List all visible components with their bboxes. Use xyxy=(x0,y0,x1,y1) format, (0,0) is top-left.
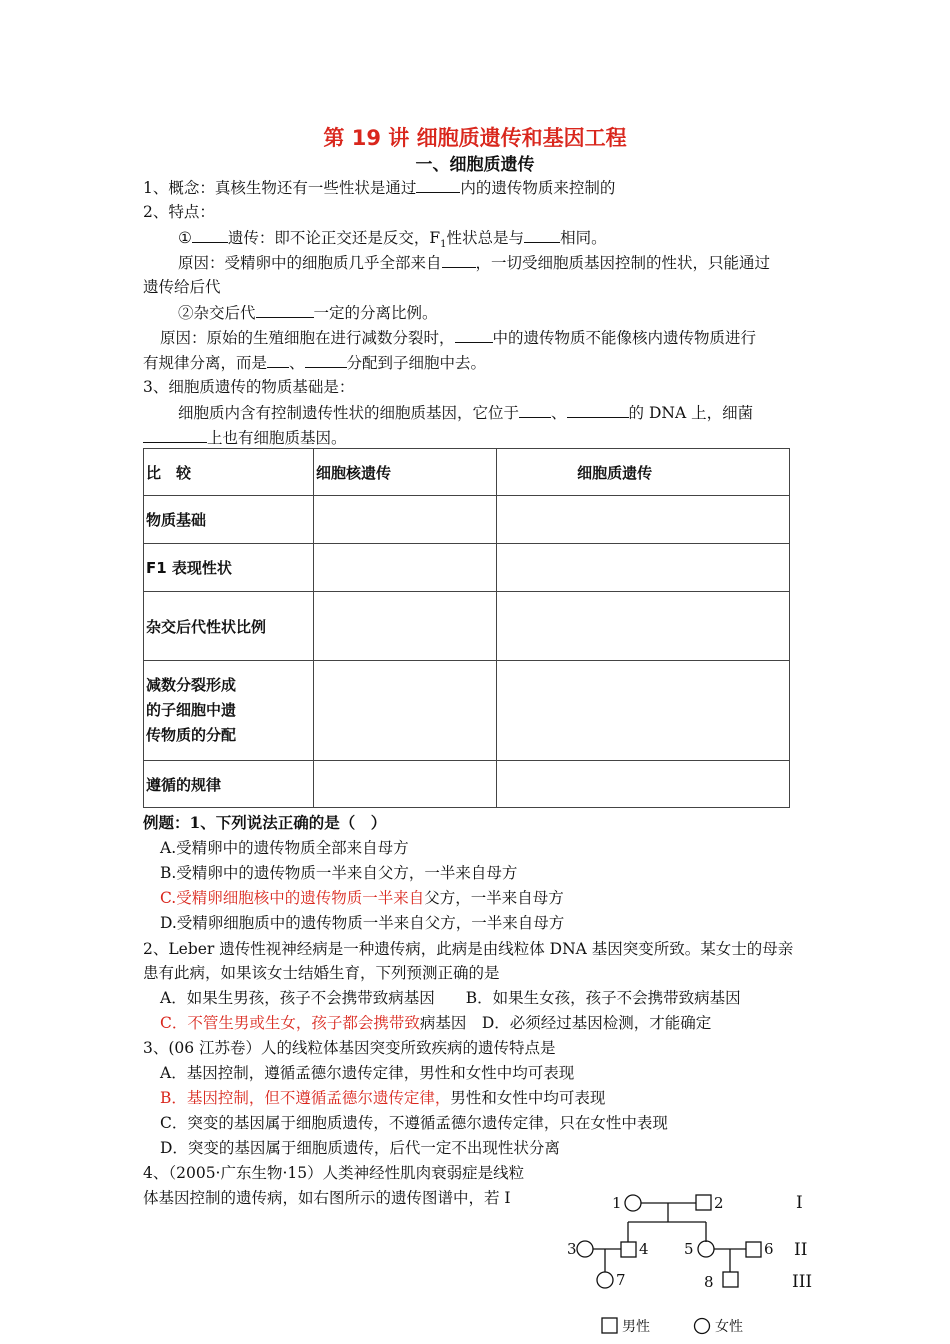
female-symbol xyxy=(698,1241,714,1257)
legend-male: 男性 xyxy=(622,1319,650,1335)
row-label: 物质基础 xyxy=(144,496,314,544)
table-cell[interactable] xyxy=(313,761,496,808)
legend-female-symbol xyxy=(695,1319,710,1334)
table-cell[interactable] xyxy=(497,592,790,661)
male-symbol xyxy=(696,1195,711,1210)
question-4-line1: 4、（2005·广东生物·15）人类神经性肌肉衰弱症是线粒 xyxy=(143,1164,525,1182)
header-compare: 比 较 xyxy=(144,449,314,496)
reason-1-cont: 遗传给后代 xyxy=(143,278,221,296)
question-3: 3、(06 江苏卷）人的线粒体基因突变所致疾病的遗传特点是 xyxy=(143,1039,556,1057)
comparison-table xyxy=(143,448,790,808)
fill-blank[interactable] xyxy=(416,176,460,193)
pedigree-chart xyxy=(560,1180,820,1340)
q1-option-c: C.受精卵细胞核中的遗传物质一半来自父方，一半来自母方 xyxy=(160,889,564,907)
basis-cont: 上也有细胞质基因。 xyxy=(143,426,347,449)
q3-option-b: B．基因控制，但不遵循孟德尔遗传定律，男性和女性中均可表现 xyxy=(160,1089,606,1107)
row-label: 遵循的规律 xyxy=(144,761,314,808)
individual-number: 1 xyxy=(612,1194,622,1212)
fill-blank[interactable] xyxy=(519,401,551,418)
individual-number: 3 xyxy=(567,1240,577,1258)
table-cell[interactable] xyxy=(313,661,496,761)
table-cell[interactable] xyxy=(497,761,790,808)
generation-label: III xyxy=(792,1272,813,1292)
reason-1-line: 原因：受精卵中的细胞质几乎全部来自 ，一切受细胞质基因控制的性状，只能通过 xyxy=(178,251,770,274)
individual-number: 6 xyxy=(764,1240,774,1258)
fill-blank[interactable] xyxy=(267,351,289,368)
table-cell[interactable] xyxy=(313,544,496,592)
table-cell[interactable] xyxy=(313,496,496,544)
table-row xyxy=(144,544,790,592)
individual-number: 2 xyxy=(714,1194,724,1212)
q1-option-a: A.受精卵中的遗传物质全部来自母方 xyxy=(160,839,409,857)
q2-options-ab: A．如果生男孩，孩子不会携带致病基因 B．如果生女孩，孩子不会携带致病基因 xyxy=(160,989,741,1007)
table-row xyxy=(144,496,790,544)
table-row xyxy=(144,761,790,808)
table-cell[interactable] xyxy=(313,592,496,661)
female-symbol xyxy=(597,1272,613,1288)
male-symbol xyxy=(621,1242,636,1257)
question-1: 例题：1、下列说法正确的是（ ） xyxy=(143,813,387,832)
legend-male-symbol xyxy=(602,1318,617,1333)
fill-blank[interactable] xyxy=(442,251,476,268)
reason-2-cont: 有规律分离，而是 、 分配到子细胞中去。 xyxy=(143,351,486,374)
table-cell[interactable] xyxy=(497,544,790,592)
fill-blank[interactable] xyxy=(305,351,347,368)
header-cytoplasmic: 细胞质遗传 xyxy=(497,449,790,496)
table-header-row xyxy=(144,449,790,496)
basis-line: 细胞质内含有控制遗传性状的细胞质基因，它位于 、 的 DNA 上，细菌 xyxy=(178,401,753,424)
generation-label: I xyxy=(796,1193,803,1213)
fill-blank[interactable] xyxy=(143,426,207,443)
basis-heading: 3、细胞质遗传的物质基础是： xyxy=(143,378,355,396)
table-cell[interactable] xyxy=(497,661,790,761)
male-symbol xyxy=(723,1272,738,1287)
generation-label: II xyxy=(794,1240,808,1260)
table-row xyxy=(144,661,790,761)
question-2-line2: 患有此病，如果该女士结婚生育，下列预测正确的是 xyxy=(143,964,500,982)
female-symbol xyxy=(577,1241,593,1257)
q2-options-cd: C．不管生男或生女，孩子都会携带致病基因 D．必须经过基因检测，才能确定 xyxy=(160,1014,712,1032)
feature-2-line: ②杂交后代 一定的分离比例。 xyxy=(178,301,438,324)
fill-blank[interactable] xyxy=(192,226,228,243)
row-label: 杂交后代性状比例 xyxy=(144,592,314,661)
fill-blank[interactable] xyxy=(455,326,493,343)
concept-line: 1、概念：真核生物还有一些性状是通过 内的遗传物质来控制的 xyxy=(143,176,615,199)
row-label: F1 表现性状 xyxy=(144,544,314,592)
fill-blank[interactable] xyxy=(524,226,560,243)
q3-option-d: D．突变的基因属于细胞质遗传，后代一定不出现性状分离 xyxy=(160,1139,560,1157)
reason-2-line: 原因：原始的生殖细胞在进行减数分裂时， 中的遗传物质不能像核内遗传物质进行 xyxy=(160,326,756,349)
table-row xyxy=(144,592,790,661)
q1-option-d: D.受精卵细胞质中的遗传物质一半来自父方，一半来自母方 xyxy=(160,914,565,932)
fill-blank[interactable] xyxy=(567,401,629,418)
feature-1-line: ① 遗传：即不论正交还是反交，$F_1$性状总是与 相同。 xyxy=(178,226,607,256)
q3-option-c: C．突变的基因属于细胞质遗传，不遵循孟德尔遗传定律，只在女性中表现 xyxy=(160,1114,668,1132)
features-heading: 2、特点： xyxy=(143,203,215,221)
male-symbol xyxy=(746,1242,761,1257)
header-nuclear: 细胞核遗传 xyxy=(313,449,496,496)
individual-number: 4 xyxy=(639,1240,649,1258)
section-heading: 一、细胞质遗传 xyxy=(415,155,535,175)
row-label: 减数分裂形成 的子细胞中遗 传物质的分配 xyxy=(144,661,314,761)
table-cell[interactable] xyxy=(497,496,790,544)
fill-blank[interactable] xyxy=(256,301,314,318)
q1-option-b: B.受精卵中的遗传物质一半来自父方，一半来自母方 xyxy=(160,864,518,882)
q3-option-a: A．基因控制，遵循孟德尔遗传定律，男性和女性中均可表现 xyxy=(160,1064,575,1082)
question-4-line2: 体基因控制的遗传病，如右图所示的遗传图谱中，若 I xyxy=(143,1189,511,1207)
page-title: 第 19 讲 细胞质遗传和基因工程 xyxy=(323,126,627,150)
female-symbol xyxy=(625,1195,641,1211)
legend-female: 女性 xyxy=(715,1319,743,1335)
individual-number: 5 xyxy=(684,1240,694,1258)
individual-number: 7 xyxy=(616,1271,626,1289)
question-2-line1: 2、Leber 遗传性视神经病是一种遗传病，此病是由线粒体 DNA 基因突变所致。某女士的母亲 xyxy=(143,940,794,958)
individual-number: 8 xyxy=(704,1273,714,1291)
